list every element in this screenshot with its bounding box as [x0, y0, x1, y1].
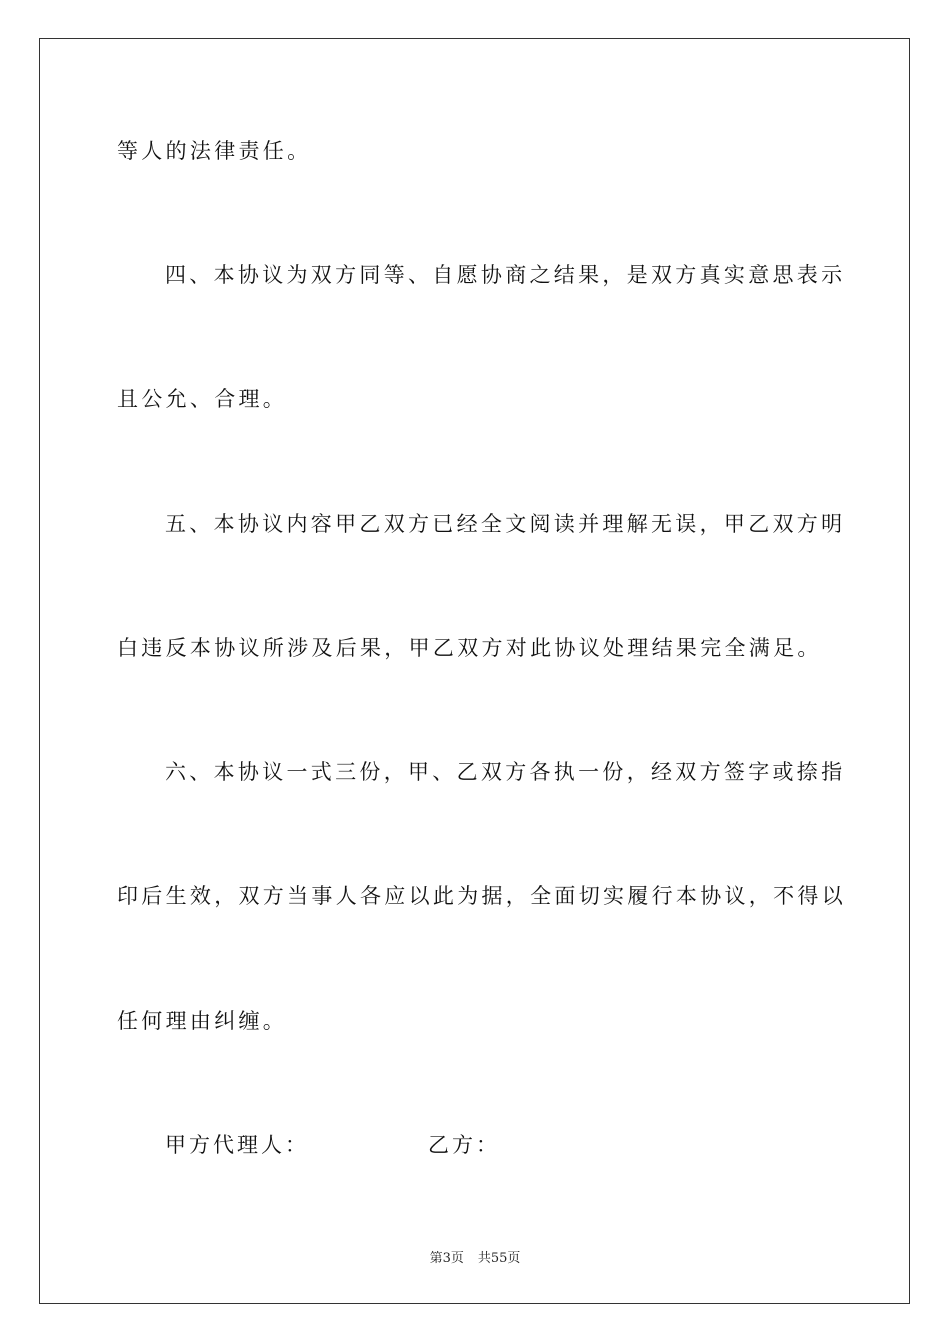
party-b-label: 乙方：	[428, 1133, 500, 1157]
paragraph-line: 四、本协议为双方同等、自愿协商之结果，是双方真实意思表示	[165, 263, 846, 287]
paragraph-line: 且公允、合理。	[117, 387, 288, 411]
paragraph-line: 印后生效，双方当事人各应以此为据，全面切实履行本协议，不得以	[117, 884, 846, 908]
paragraph-line: 六、本协议一式三份，甲、乙双方各执一份，经双方签字或捺指	[165, 760, 846, 784]
party-a-agent-label: 甲方代理人：	[165, 1133, 309, 1157]
page-footer	[0, 1247, 950, 1266]
paragraph-line: 五、本协议内容甲乙双方已经全文阅读并理解无误，甲乙双方明	[165, 512, 846, 536]
paragraph-line: 等人的法律责任。	[117, 139, 312, 163]
page-number: 第3页	[429, 1251, 464, 1266]
paragraph-line: 任何理由纠缠。	[117, 1009, 288, 1033]
page-total: 共55页	[477, 1251, 521, 1266]
paragraph-line: 白违反本协议所涉及后果，甲乙双方对此协议处理结果完全满足。	[117, 636, 822, 660]
page-frame	[39, 38, 910, 1304]
